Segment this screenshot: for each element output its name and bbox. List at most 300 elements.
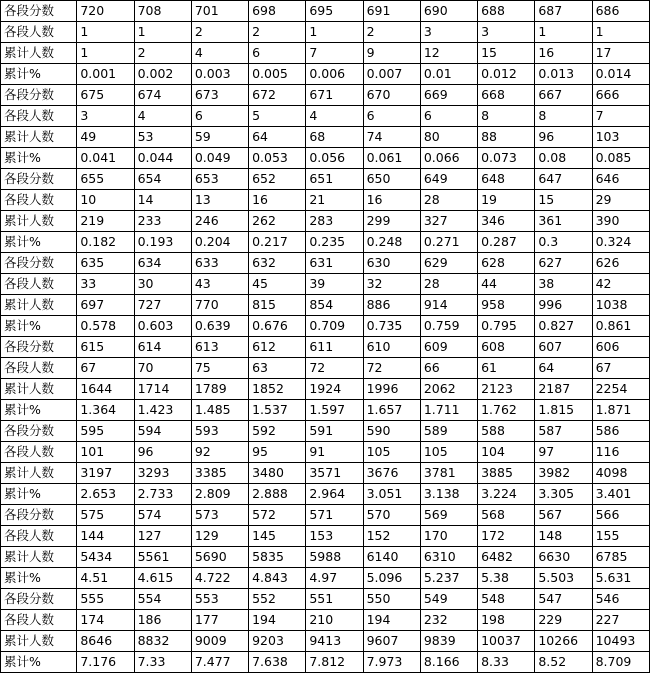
row-label-cell: 累计%	[1, 400, 77, 421]
table-cell: 0.324	[592, 232, 649, 253]
row-label-cell: 各段人数	[1, 274, 77, 295]
table-cell: 116	[592, 442, 649, 463]
table-cell: 32	[363, 274, 420, 295]
table-cell: 4.97	[306, 568, 363, 589]
table-cell: 1	[77, 22, 134, 43]
table-cell: 6	[363, 106, 420, 127]
table-cell: 668	[478, 85, 535, 106]
table-cell: 546	[592, 589, 649, 610]
table-cell: 15	[478, 43, 535, 64]
table-cell: 43	[191, 274, 248, 295]
table-cell: 548	[478, 589, 535, 610]
table-cell: 0.041	[77, 148, 134, 169]
table-row	[1, 316, 650, 337]
table-cell: 16	[363, 190, 420, 211]
table-cell: 674	[134, 85, 191, 106]
table-row	[1, 1, 650, 22]
table-cell: 64	[535, 358, 592, 379]
table-cell: 101	[77, 442, 134, 463]
table-cell: 675	[77, 85, 134, 106]
table-cell: 2	[249, 22, 306, 43]
table-row	[1, 379, 650, 400]
table-cell: 691	[363, 1, 420, 22]
table-cell: 1.871	[592, 400, 649, 421]
row-label-cell: 各段分数	[1, 505, 77, 526]
table-cell: 246	[191, 211, 248, 232]
table-cell: 626	[592, 253, 649, 274]
table-cell: 0.001	[77, 64, 134, 85]
table-cell: 0.056	[306, 148, 363, 169]
table-cell: 651	[306, 169, 363, 190]
table-cell: 1852	[249, 379, 306, 400]
table-cell: 550	[363, 589, 420, 610]
table-cell: 0.3	[535, 232, 592, 253]
table-cell: 3293	[134, 463, 191, 484]
table-cell: 0.014	[592, 64, 649, 85]
table-cell: 3	[420, 22, 477, 43]
table-cell: 6	[191, 106, 248, 127]
table-cell: 67	[592, 358, 649, 379]
table-row	[1, 463, 650, 484]
table-cell: 633	[191, 253, 248, 274]
table-cell: 690	[420, 1, 477, 22]
table-cell: 0.007	[363, 64, 420, 85]
table-cell: 153	[306, 526, 363, 547]
table-cell: 8646	[77, 631, 134, 652]
table-cell: 3.305	[535, 484, 592, 505]
table-cell: 174	[77, 610, 134, 631]
table-cell: 105	[420, 442, 477, 463]
table-cell: 0.759	[420, 316, 477, 337]
table-cell: 4.843	[249, 568, 306, 589]
table-cell: 631	[306, 253, 363, 274]
table-cell: 219	[77, 211, 134, 232]
table-cell: 592	[249, 421, 306, 442]
table-cell: 16	[249, 190, 306, 211]
table-cell: 0.066	[420, 148, 477, 169]
table-cell: 1714	[134, 379, 191, 400]
table-cell: 72	[306, 358, 363, 379]
table-cell: 95	[249, 442, 306, 463]
table-cell: 655	[77, 169, 134, 190]
table-cell: 670	[363, 85, 420, 106]
table-row	[1, 589, 650, 610]
table-cell: 2.809	[191, 484, 248, 505]
table-cell: 2.653	[77, 484, 134, 505]
table-row	[1, 547, 650, 568]
table-cell: 0.08	[535, 148, 592, 169]
table-cell: 129	[191, 526, 248, 547]
table-cell: 0.709	[306, 316, 363, 337]
table-cell: 688	[478, 1, 535, 22]
table-cell: 10	[77, 190, 134, 211]
table-row	[1, 253, 650, 274]
table-cell: 5	[249, 106, 306, 127]
table-cell: 701	[191, 1, 248, 22]
table-cell: 2.964	[306, 484, 363, 505]
table-cell: 19	[478, 190, 535, 211]
table-cell: 0.861	[592, 316, 649, 337]
table-row	[1, 64, 650, 85]
table-cell: 0.235	[306, 232, 363, 253]
table-cell: 4	[134, 106, 191, 127]
table-row	[1, 421, 650, 442]
table-cell: 152	[363, 526, 420, 547]
table-row	[1, 148, 650, 169]
table-cell: 2.733	[134, 484, 191, 505]
table-cell: 672	[249, 85, 306, 106]
table-cell: 3.401	[592, 484, 649, 505]
table-cell: 74	[363, 127, 420, 148]
table-cell: 8.166	[420, 652, 477, 673]
row-label-cell: 各段人数	[1, 442, 77, 463]
table-cell: 566	[592, 505, 649, 526]
table-cell: 3571	[306, 463, 363, 484]
row-label-cell: 各段分数	[1, 85, 77, 106]
table-cell: 1	[306, 22, 363, 43]
table-cell: 39	[306, 274, 363, 295]
table-cell: 198	[478, 610, 535, 631]
table-cell: 570	[363, 505, 420, 526]
table-cell: 0.073	[478, 148, 535, 169]
table-cell: 262	[249, 211, 306, 232]
table-cell: 0.639	[191, 316, 248, 337]
table-cell: 327	[420, 211, 477, 232]
table-cell: 7.176	[77, 652, 134, 673]
table-cell: 628	[478, 253, 535, 274]
table-cell: 666	[592, 85, 649, 106]
table-cell: 1.711	[420, 400, 477, 421]
table-cell: 186	[134, 610, 191, 631]
row-label-cell: 累计人数	[1, 127, 77, 148]
table-cell: 8.709	[592, 652, 649, 673]
table-cell: 10037	[478, 631, 535, 652]
table-cell: 653	[191, 169, 248, 190]
table-cell: 914	[420, 295, 477, 316]
table-row	[1, 610, 650, 631]
row-label-cell: 各段人数	[1, 106, 77, 127]
table-cell: 105	[363, 442, 420, 463]
table-cell: 232	[420, 610, 477, 631]
row-label-cell: 累计%	[1, 148, 77, 169]
table-cell: 3385	[191, 463, 248, 484]
table-cell: 727	[134, 295, 191, 316]
table-cell: 667	[535, 85, 592, 106]
table-cell: 0.578	[77, 316, 134, 337]
table-cell: 572	[249, 505, 306, 526]
table-cell: 610	[363, 337, 420, 358]
table-cell: 698	[249, 1, 306, 22]
table-cell: 155	[592, 526, 649, 547]
table-cell: 648	[478, 169, 535, 190]
table-row	[1, 85, 650, 106]
table-cell: 1.537	[249, 400, 306, 421]
table-cell: 2	[191, 22, 248, 43]
table-cell: 7.812	[306, 652, 363, 673]
table-cell: 0.044	[134, 148, 191, 169]
table-cell: 144	[77, 526, 134, 547]
table-cell: 996	[535, 295, 592, 316]
table-cell: 815	[249, 295, 306, 316]
table-cell: 567	[535, 505, 592, 526]
table-cell: 45	[249, 274, 306, 295]
table-cell: 6310	[420, 547, 477, 568]
table-cell: 0.01	[420, 64, 477, 85]
table-cell: 554	[134, 589, 191, 610]
table-cell: 569	[420, 505, 477, 526]
table-cell: 0.735	[363, 316, 420, 337]
table-cell: 10493	[592, 631, 649, 652]
row-label-cell: 累计人数	[1, 463, 77, 484]
table-cell: 606	[592, 337, 649, 358]
table-cell: 551	[306, 589, 363, 610]
table-cell: 91	[306, 442, 363, 463]
table-cell: 0.085	[592, 148, 649, 169]
table-cell: 0.002	[134, 64, 191, 85]
table-cell: 9203	[249, 631, 306, 652]
table-cell: 647	[535, 169, 592, 190]
row-label-cell: 各段人数	[1, 526, 77, 547]
table-cell: 1.485	[191, 400, 248, 421]
table-cell: 53	[134, 127, 191, 148]
table-cell: 2187	[535, 379, 592, 400]
row-label-cell: 各段人数	[1, 610, 77, 631]
table-cell: 1.657	[363, 400, 420, 421]
table-cell: 4	[306, 106, 363, 127]
table-cell: 1.364	[77, 400, 134, 421]
table-cell: 42	[592, 274, 649, 295]
table-row	[1, 505, 650, 526]
table-cell: 346	[478, 211, 535, 232]
table-cell: 552	[249, 589, 306, 610]
table-cell: 390	[592, 211, 649, 232]
table-cell: 7.33	[134, 652, 191, 673]
table-cell: 15	[535, 190, 592, 211]
table-cell: 5835	[249, 547, 306, 568]
row-label-cell: 累计%	[1, 316, 77, 337]
table-cell: 652	[249, 169, 306, 190]
table-cell: 6140	[363, 547, 420, 568]
table-cell: 80	[420, 127, 477, 148]
table-cell: 4.615	[134, 568, 191, 589]
table-cell: 7.973	[363, 652, 420, 673]
table-cell: 649	[420, 169, 477, 190]
table-cell: 194	[363, 610, 420, 631]
table-cell: 3.224	[478, 484, 535, 505]
table-cell: 0.006	[306, 64, 363, 85]
row-label-cell: 各段分数	[1, 169, 77, 190]
table-cell: 13	[191, 190, 248, 211]
table-cell: 770	[191, 295, 248, 316]
table-cell: 194	[249, 610, 306, 631]
table-cell: 103	[592, 127, 649, 148]
table-cell: 614	[134, 337, 191, 358]
table-row	[1, 400, 650, 421]
table-cell: 591	[306, 421, 363, 442]
table-row	[1, 22, 650, 43]
table-cell: 104	[478, 442, 535, 463]
table-cell: 5988	[306, 547, 363, 568]
table-cell: 0.248	[363, 232, 420, 253]
table-cell: 0.005	[249, 64, 306, 85]
row-label-cell: 各段分数	[1, 253, 77, 274]
table-cell: 0.204	[191, 232, 248, 253]
table-cell: 5.38	[478, 568, 535, 589]
table-cell: 573	[191, 505, 248, 526]
table-cell: 9413	[306, 631, 363, 652]
table-cell: 3.138	[420, 484, 477, 505]
table-cell: 575	[77, 505, 134, 526]
table-cell: 4.51	[77, 568, 134, 589]
table-cell: 10266	[535, 631, 592, 652]
table-cell: 0.603	[134, 316, 191, 337]
table-cell: 61	[478, 358, 535, 379]
table-cell: 615	[77, 337, 134, 358]
table-row	[1, 442, 650, 463]
table-row	[1, 274, 650, 295]
table-cell: 574	[134, 505, 191, 526]
table-cell: 635	[77, 253, 134, 274]
table-cell: 673	[191, 85, 248, 106]
table-cell: 555	[77, 589, 134, 610]
table-row	[1, 358, 650, 379]
table-row	[1, 127, 650, 148]
table-cell: 0.013	[535, 64, 592, 85]
table-cell: 547	[535, 589, 592, 610]
table-cell: 1	[592, 22, 649, 43]
table-cell: 958	[478, 295, 535, 316]
table-cell: 59	[191, 127, 248, 148]
table-cell: 9009	[191, 631, 248, 652]
row-label-cell: 累计%	[1, 64, 77, 85]
table-cell: 68	[306, 127, 363, 148]
table-cell: 361	[535, 211, 592, 232]
table-cell: 886	[363, 295, 420, 316]
table-cell: 5.503	[535, 568, 592, 589]
table-cell: 608	[478, 337, 535, 358]
table-cell: 2	[363, 22, 420, 43]
table-cell: 629	[420, 253, 477, 274]
table-cell: 1.423	[134, 400, 191, 421]
table-cell: 29	[592, 190, 649, 211]
table-cell: 571	[306, 505, 363, 526]
table-cell: 4098	[592, 463, 649, 484]
table-cell: 14	[134, 190, 191, 211]
table-row	[1, 631, 650, 652]
table-cell: 595	[77, 421, 134, 442]
table-cell: 0.182	[77, 232, 134, 253]
table-row	[1, 337, 650, 358]
table-cell: 0.287	[478, 232, 535, 253]
table-cell: 3197	[77, 463, 134, 484]
table-cell: 6	[249, 43, 306, 64]
row-label-cell: 各段人数	[1, 358, 77, 379]
table-cell: 2.888	[249, 484, 306, 505]
table-cell: 687	[535, 1, 592, 22]
table-cell: 613	[191, 337, 248, 358]
table-cell: 1	[134, 22, 191, 43]
row-label-cell: 累计人数	[1, 295, 77, 316]
table-cell: 609	[420, 337, 477, 358]
table-row	[1, 484, 650, 505]
table-cell: 686	[592, 1, 649, 22]
table-cell: 1789	[191, 379, 248, 400]
table-cell: 1.762	[478, 400, 535, 421]
row-label-cell: 累计%	[1, 232, 77, 253]
table-row	[1, 211, 650, 232]
row-label-cell: 各段分数	[1, 1, 77, 22]
table-cell: 7.477	[191, 652, 248, 673]
table-cell: 589	[420, 421, 477, 442]
table-cell: 695	[306, 1, 363, 22]
row-label-cell: 累计人数	[1, 547, 77, 568]
table-cell: 549	[420, 589, 477, 610]
table-cell: 283	[306, 211, 363, 232]
table-cell: 72	[363, 358, 420, 379]
table-cell: 9	[363, 43, 420, 64]
table-cell: 49	[77, 127, 134, 148]
table-cell: 97	[535, 442, 592, 463]
table-cell: 632	[249, 253, 306, 274]
table-row	[1, 295, 650, 316]
row-label-cell: 累计人数	[1, 43, 77, 64]
table-cell: 210	[306, 610, 363, 631]
table-cell: 650	[363, 169, 420, 190]
row-label-cell: 累计人数	[1, 631, 77, 652]
table-cell: 587	[535, 421, 592, 442]
table-cell: 0.795	[478, 316, 535, 337]
table-cell: 0.676	[249, 316, 306, 337]
table-cell: 0.827	[535, 316, 592, 337]
table-cell: 1644	[77, 379, 134, 400]
table-cell: 708	[134, 1, 191, 22]
table-cell: 67	[77, 358, 134, 379]
table-cell: 671	[306, 85, 363, 106]
table-cell: 227	[592, 610, 649, 631]
table-cell: 96	[134, 442, 191, 463]
table-cell: 148	[535, 526, 592, 547]
row-label-cell: 各段人数	[1, 22, 77, 43]
table-cell: 3.051	[363, 484, 420, 505]
table-cell: 1996	[363, 379, 420, 400]
row-label-cell: 累计人数	[1, 211, 77, 232]
table-cell: 697	[77, 295, 134, 316]
table-cell: 5.631	[592, 568, 649, 589]
table-cell: 0.217	[249, 232, 306, 253]
table-cell: 1038	[592, 295, 649, 316]
table-cell: 0.193	[134, 232, 191, 253]
table-cell: 9839	[420, 631, 477, 652]
table-cell: 590	[363, 421, 420, 442]
table-cell: 630	[363, 253, 420, 274]
table-cell: 1924	[306, 379, 363, 400]
table-cell: 1	[77, 43, 134, 64]
table-cell: 0.012	[478, 64, 535, 85]
table-cell: 634	[134, 253, 191, 274]
table-cell: 6785	[592, 547, 649, 568]
table-cell: 21	[306, 190, 363, 211]
table-row	[1, 106, 650, 127]
table-cell: 38	[535, 274, 592, 295]
table-row	[1, 190, 650, 211]
table-cell: 612	[249, 337, 306, 358]
table-cell: 7	[306, 43, 363, 64]
table-cell: 568	[478, 505, 535, 526]
table-row	[1, 169, 650, 190]
table-row	[1, 232, 650, 253]
table-cell: 5434	[77, 547, 134, 568]
table-row	[1, 568, 650, 589]
